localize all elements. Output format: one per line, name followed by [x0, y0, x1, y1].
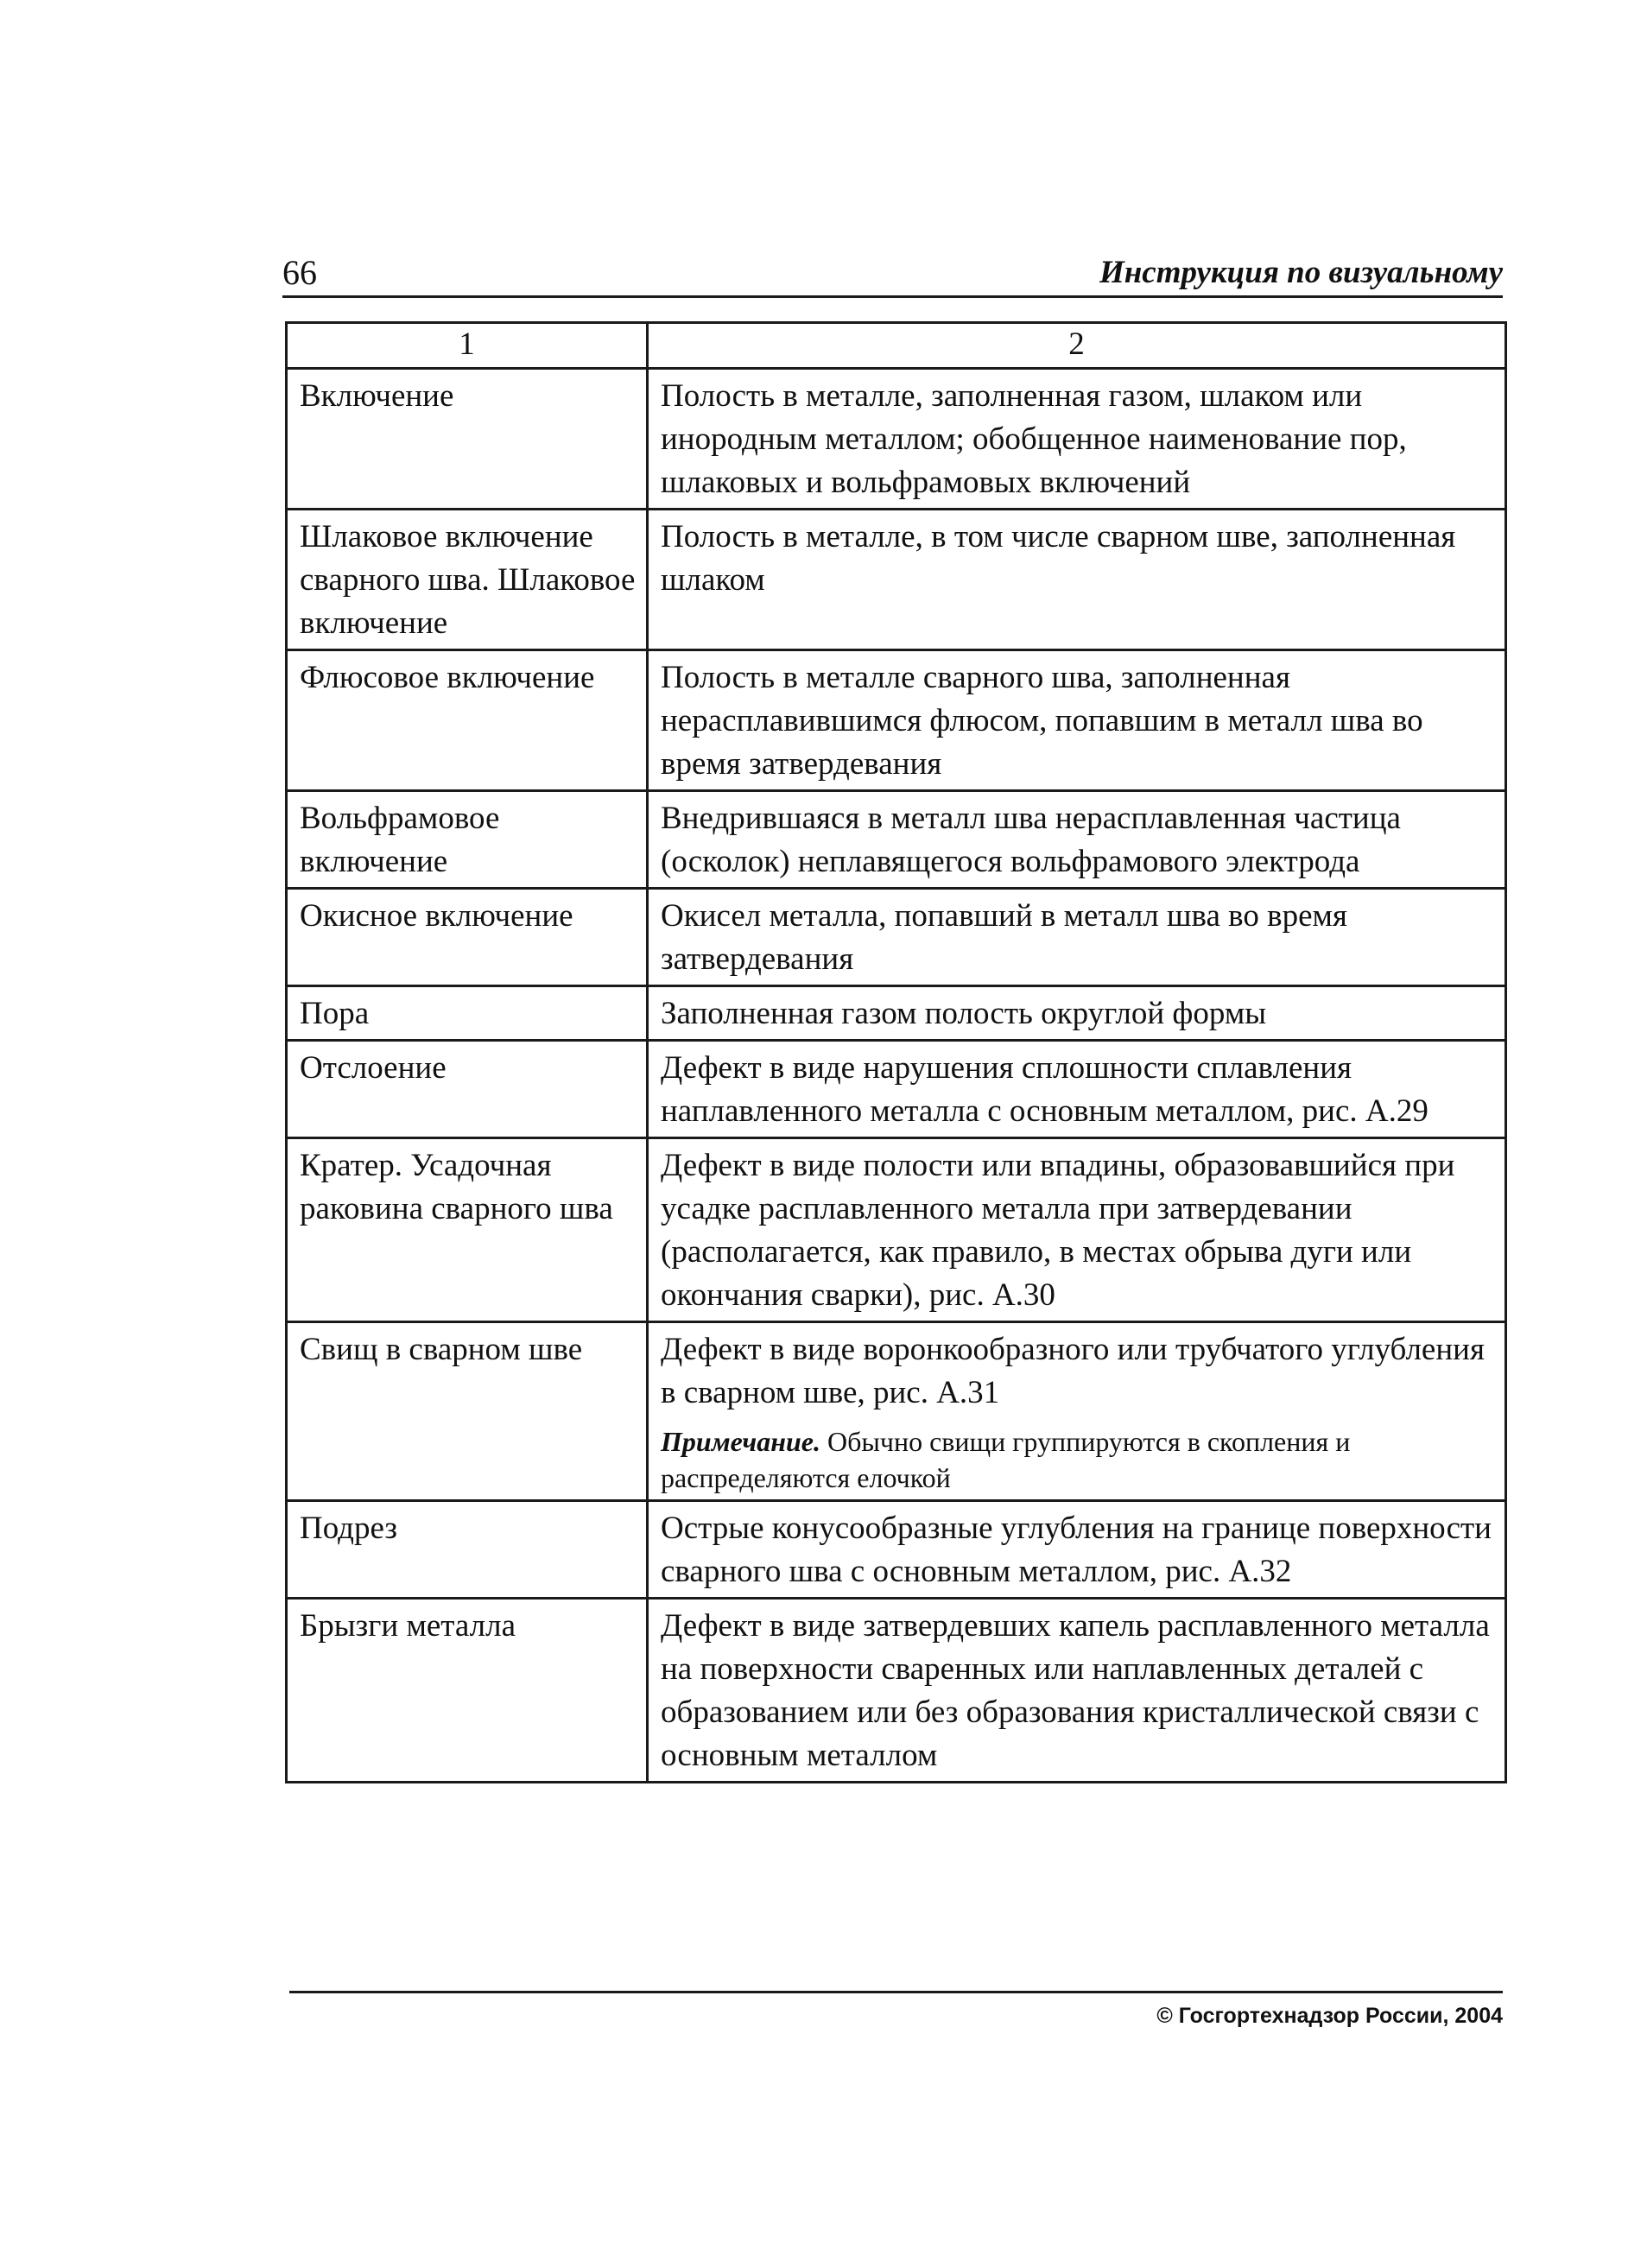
term-cell: Отслоение — [287, 1041, 648, 1138]
term-cell: Флюсовое включение — [287, 650, 648, 791]
term-cell: Подрез — [287, 1501, 648, 1599]
table-header-row — [287, 323, 1506, 369]
definition-cell: Полость в металле, заполненная газом, шлаком или инородным металлом; обобщенное наименование пор, шлаковых и вольфрамовых включений — [648, 369, 1506, 510]
definition-cell: Дефект в виде полости или впадины, образовавшийся при усадке расплавленного металла при затвердевании (располагается, как правило, в местах обрыва дуги или окончания сварки), рис. А.30 — [648, 1138, 1506, 1322]
note — [661, 1423, 1494, 1496]
term-cell: Включение — [287, 369, 648, 510]
page-header — [282, 244, 1503, 298]
definition-cell: Острые конусообразные углубления на границе поверхности сварного шва с основным металлом, рис. А.32 — [648, 1501, 1506, 1599]
column-header-2: 2 — [648, 323, 1506, 369]
note-text: Обычно свищи группируются в скопления и распределяются елочкой — [661, 1426, 1351, 1493]
running-title: Инструкция по визуальному — [1099, 255, 1503, 290]
table-row — [287, 1599, 1506, 1783]
definition-cell: Дефект в виде затвердевших капель расплавленного металла на поверхности сваренных или наплавленных деталей с образованием или без образования кристаллической связи с основным металлом — [648, 1599, 1506, 1783]
note-label: Примечание. — [661, 1426, 820, 1457]
footer-divider — [289, 1991, 1503, 1993]
table-row — [287, 986, 1506, 1041]
copyright-notice: © Госгортехнадзор России, 2004 — [1156, 2004, 1503, 2028]
definition-cell: Полость в металле, в том числе сварном шве, заполненная шлаком — [648, 510, 1506, 650]
table-row — [287, 1322, 1506, 1501]
page-number: 66 — [282, 253, 317, 292]
term-cell: Брызги металла — [287, 1599, 648, 1783]
definition-cell: Внедрившаяся в металл шва нерасплавленная частица (осколок) неплавящегося вольфрамового электрода — [648, 791, 1506, 889]
column-header-1: 1 — [287, 323, 648, 369]
definition-cell — [648, 1322, 1506, 1501]
table-row — [287, 510, 1506, 650]
definition-cell: Полость в металле сварного шва, заполненная нерасплавившимся флюсом, попавшим в металл шва во время затвердевания — [648, 650, 1506, 791]
term-cell: Кратер. Усадочная раковина сварного шва — [287, 1138, 648, 1322]
term-cell: Вольфрамовое включение — [287, 791, 648, 889]
definition-cell: Заполненная газом полость округлой формы — [648, 986, 1506, 1041]
table-row — [287, 1501, 1506, 1599]
table-row — [287, 1041, 1506, 1138]
term-cell: Шлаковое включение сварного шва. Шлаковое включение — [287, 510, 648, 650]
term-cell: Свищ в сварном шве — [287, 1322, 648, 1501]
table-row — [287, 650, 1506, 791]
table-row — [287, 791, 1506, 889]
term-cell: Пора — [287, 986, 648, 1041]
definition-cell: Окисел металла, попавший в металл шва во время затвердевания — [648, 889, 1506, 986]
terms-table — [285, 321, 1507, 1783]
definition-cell: Дефект в виде нарушения сплошности сплавления наплавленного металла с основным металлом, рис. А.29 — [648, 1041, 1506, 1138]
term-cell: Окисное включение — [287, 889, 648, 986]
table-row — [287, 1138, 1506, 1322]
definition-text: Дефект в виде воронкообразного или трубчатого углубления в сварном шве, рис. А.31 — [661, 1332, 1485, 1410]
table-row — [287, 369, 1506, 510]
table-row — [287, 889, 1506, 986]
